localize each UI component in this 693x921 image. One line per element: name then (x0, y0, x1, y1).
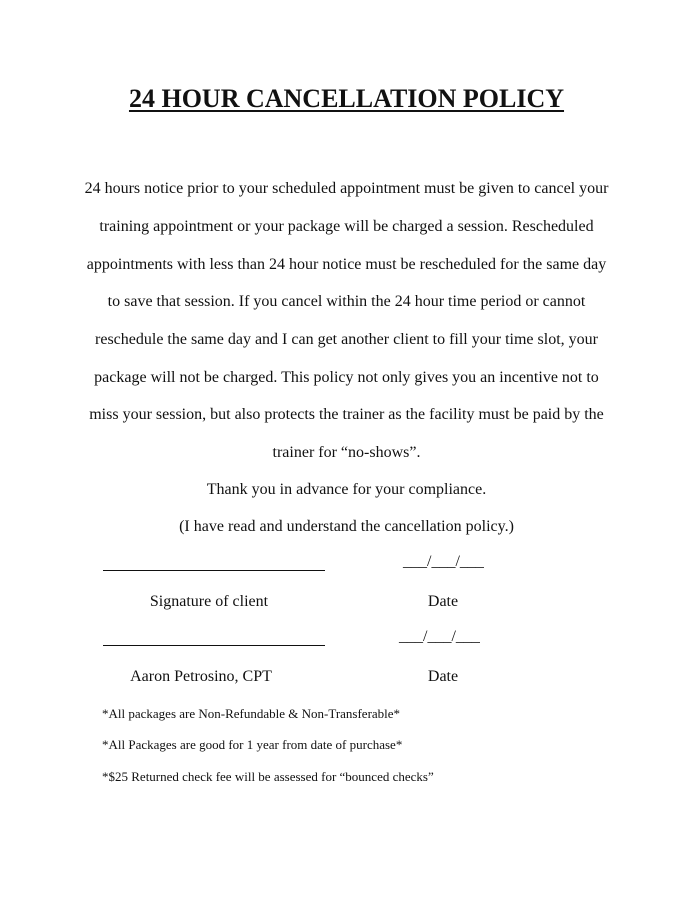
trainer-signature-label: Aaron Petrosino, CPT (130, 668, 272, 685)
footnote-item: *All Packages are good for 1 year from date of purchase* (102, 737, 403, 752)
client-signature-label: Signature of client (149, 593, 269, 610)
footnote-item: *All packages are Non-Refundable & Non-Transferable* (102, 706, 401, 721)
trainer-signature-line[interactable] (103, 645, 325, 646)
page-title: 24 HOUR CANCELLATION POLICY (128, 84, 565, 113)
trainer-date-label: Date (427, 668, 459, 685)
paragraph-line: package will not be charged. This policy not only gives you an incentive not to (94, 369, 599, 386)
acknowledgement-text: (I have read and understand the cancellation policy.) (179, 518, 514, 535)
paragraph-line: trainer for “no-shows”. (272, 444, 421, 461)
footnote-item: *$25 Returned check fee will be assessed for “bounced checks” (102, 769, 434, 784)
client-date-label: Date (427, 593, 459, 610)
paragraph-line: miss your session, but also protects the trainer as the facility must be paid by the (89, 406, 604, 423)
client-signature-line[interactable] (103, 570, 325, 571)
paragraph-line: reschedule the same day and I can get another client to fill your time slot, your (95, 331, 598, 348)
paragraph-line: to save that session. If you cancel within the 24 hour time period or cannot (107, 293, 586, 310)
thank-you-text: Thank you in advance for your compliance. (206, 481, 487, 498)
trainer-date-blank[interactable]: ___/___/___ (399, 628, 480, 645)
paragraph-line: 24 hours notice prior to your scheduled appointment must be given to cancel your (84, 180, 609, 197)
paragraph-line: training appointment or your package will be charged a session. Rescheduled (99, 218, 594, 235)
client-date-blank[interactable]: ___/___/___ (403, 553, 484, 570)
paragraph-line: appointments with less than 24 hour notice must be rescheduled for the same day (86, 256, 607, 273)
